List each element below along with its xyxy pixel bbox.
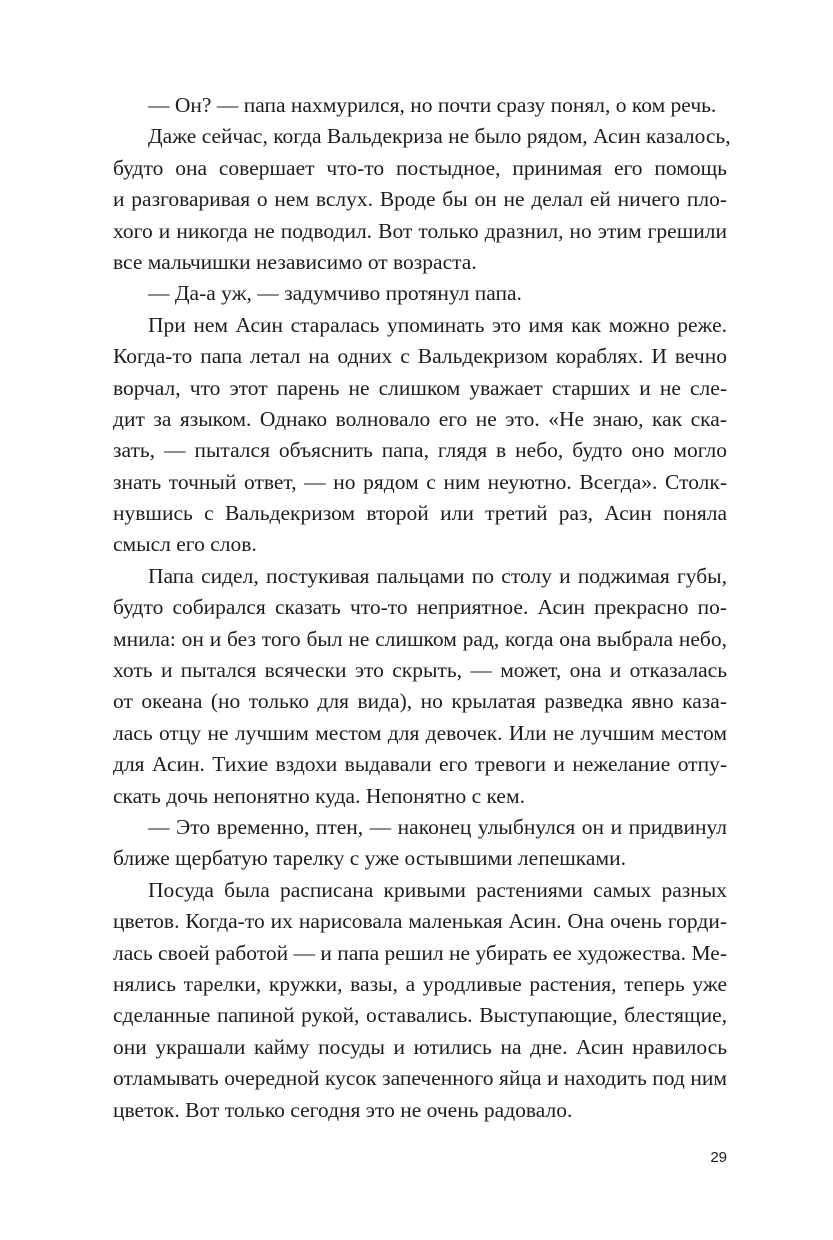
text-line: Папа сидел, постукивая пальцами по столу и поджимая губы, xyxy=(148,563,727,588)
text-line: дит за языком. Однако волновало его не это. «Не знаю, как ска- xyxy=(113,406,727,431)
text-line: зать, — пытался объяснить папа, глядя в небо, будто оно могло xyxy=(113,438,727,463)
text-line: — Это временно, птен, — наконец улыбнулся он и придвинул xyxy=(148,814,727,839)
paragraph xyxy=(113,875,727,1126)
text-line: все мальчишки независимо от возраста. xyxy=(113,249,477,274)
text-line: скать дочь непонятно куда. Непонятно с кем. xyxy=(113,783,525,808)
text-line: — Да-а уж, — задумчиво протянул папа. xyxy=(148,281,522,306)
paragraph xyxy=(113,90,727,121)
text-line: хого и никогда не подводил. Вот только дразнил, но этим грешили xyxy=(113,218,727,243)
text-line: Когда-то папа летал на одних с Вальдекризом кораблях. И вечно xyxy=(113,344,727,369)
paragraph xyxy=(113,310,727,561)
paragraph xyxy=(113,121,731,278)
text-line: нувшись с Вальдекризом второй или третий раз, Асин поняла xyxy=(113,501,727,526)
text-line: отламывать очередной кусок запеченного яйца и находить под ним xyxy=(113,1066,727,1091)
text-line: сделанные папиной рукой, оставались. Выступающие, блестящие, xyxy=(113,1003,727,1028)
body-text xyxy=(113,90,731,1126)
text-line: от океана (но только для вида), но крылатая разведка явно каза- xyxy=(113,689,727,714)
paragraph xyxy=(113,812,727,875)
text-line: цветов. Когда-то их нарисовала маленькая Асин. Она очень горди- xyxy=(113,909,727,934)
paragraph xyxy=(113,278,727,309)
text-line: Даже сейчас, когда Вальдекриза не было рядом, Асин казалось, xyxy=(148,124,731,149)
page-number: 29 xyxy=(710,1149,727,1166)
text-line: — Он? — папа нахмурился, но почти сразу понял, о ком речь. xyxy=(148,93,717,117)
text-line: цветок. Вот только сегодня это не очень радовало. xyxy=(113,1097,573,1122)
text-line: хоть и пытался всячески это скрыть, — может, она и отказалась xyxy=(113,658,727,683)
text-line: нялись тарелки, кружки, вазы, а уродливые растения, теперь уже xyxy=(113,971,727,996)
text-line: мнила: он и без того был не слишком рад, когда она выбрала небо, xyxy=(113,626,727,651)
paragraph xyxy=(113,561,727,812)
text-line: ворчал, что этот парень не слишком уважает старших и не сле- xyxy=(113,375,727,400)
text-line: знать точный ответ, — но рядом с ним неуютно. Всегда». Столк- xyxy=(113,469,727,494)
text-line: будто собирался сказать что-то неприятное. Асин прекрасно по- xyxy=(113,595,727,620)
text-line: При нем Асин старалась упоминать это имя как можно реже. xyxy=(148,312,727,337)
text-line: смысл его слов. xyxy=(113,532,257,557)
text-line: лась отцу не лучшим местом для девочек. Или не лучшим местом xyxy=(113,720,727,745)
text-line: для Асин. Тихие вздохи выдавали его тревоги и нежелание отпу- xyxy=(113,752,727,777)
text-line: лась своей работой — и папа решил не убирать ее художества. Ме- xyxy=(113,940,727,965)
text-line: они украшали кайму посуды и ютились на дне. Асин нравилось xyxy=(113,1034,727,1059)
text-line: будто она совершает что-то постыдное, принимая его помощь xyxy=(113,155,727,180)
text-line: и разговаривая о нем вслух. Вроде бы он не делал ей ничего пло- xyxy=(113,187,727,212)
text-line: ближе щербатую тарелку с уже остывшими лепешками. xyxy=(113,846,626,871)
text-line: Посуда была расписана кривыми растениями самых разных xyxy=(148,877,727,902)
